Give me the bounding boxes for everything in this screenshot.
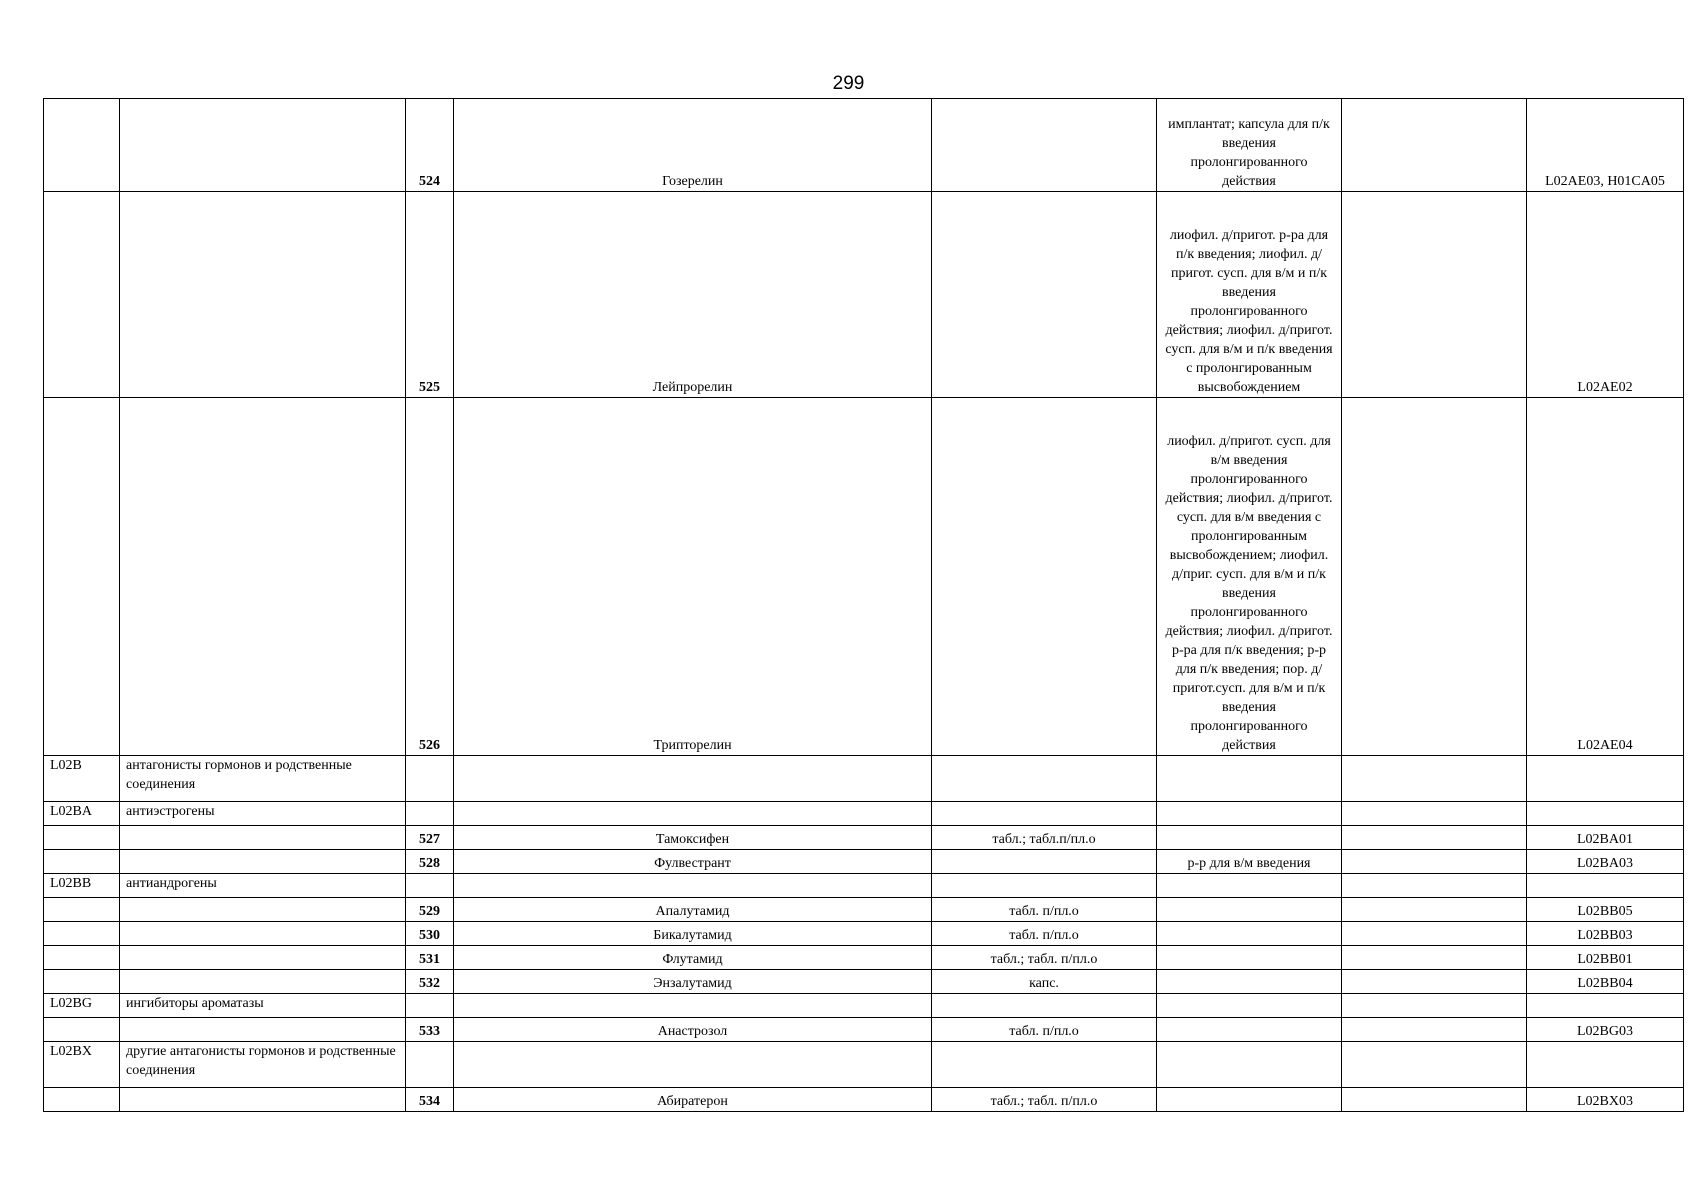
drug-name: Тамоксифен (454, 826, 932, 850)
group-label: антагонисты гормонов и родственные соединения (120, 756, 406, 802)
drug-name: Фулвестрант (454, 850, 932, 874)
drug-number: 533 (406, 1018, 454, 1042)
empty-cell (1342, 1088, 1527, 1112)
group-label: другие антагонисты гормонов и родственные соединения (120, 1042, 406, 1088)
group-atc-code: L02B (44, 756, 120, 802)
table-row (44, 192, 1684, 398)
atc-code: L02BA01 (1527, 826, 1684, 850)
table-row (44, 850, 1684, 874)
drug-name: Лейпрорелин (454, 192, 932, 398)
group-cell (120, 946, 406, 970)
drug-number: 526 (406, 398, 454, 756)
dosage-form-oral: табл. п/пл.о (932, 1018, 1157, 1042)
table-row (44, 922, 1684, 946)
dosage-form-oral (932, 99, 1157, 192)
group-cell (120, 192, 406, 398)
dosage-form-oral (932, 398, 1157, 756)
group-atc-code: L02BB (44, 874, 120, 898)
drug-name: Флутамид (454, 946, 932, 970)
dosage-form-parenteral (1157, 946, 1342, 970)
empty-cell (1342, 826, 1527, 850)
dosage-form-oral: капс. (932, 970, 1157, 994)
group-row (44, 994, 1684, 1018)
empty-cell (1342, 192, 1527, 398)
group-label: антиэстрогены (120, 802, 406, 826)
group-row (44, 802, 1684, 826)
group-cell (120, 1088, 406, 1112)
dosage-form-oral (932, 850, 1157, 874)
dosage-form-parenteral (1157, 1088, 1342, 1112)
group-cell (120, 826, 406, 850)
atc-code: L02AE02 (1527, 192, 1684, 398)
empty-cell (1342, 946, 1527, 970)
atc-cell (44, 850, 120, 874)
table-row (44, 946, 1684, 970)
drug-number: 531 (406, 946, 454, 970)
dosage-form-oral: табл. п/пл.о (932, 898, 1157, 922)
dosage-form-parenteral: имплантат; капсула для п/к введения пролонгированного действия (1157, 99, 1342, 192)
atc-code: L02BB05 (1527, 898, 1684, 922)
group-cell (120, 1018, 406, 1042)
table-row (44, 99, 1684, 192)
dosage-form-parenteral (1157, 898, 1342, 922)
empty-cell (1342, 99, 1527, 192)
group-row (44, 756, 1684, 802)
group-atc-code: L02BX (44, 1042, 120, 1088)
drug-name: Гозерелин (454, 99, 932, 192)
drug-name: Апалутамид (454, 898, 932, 922)
group-atc-code: L02BG (44, 994, 120, 1018)
atc-code: L02BB01 (1527, 946, 1684, 970)
dosage-form-parenteral: лиофил. д/пригот. р-ра для п/к введения; лиофил. д/пригот. сусп. для в/м и п/к введения пролонгированного действия; лиофил. д/пригот. сусп. для в/м и п/к введения с пролонгированным высвобождением (1157, 192, 1342, 398)
atc-code: L02BB03 (1527, 922, 1684, 946)
drug-number: 524 (406, 99, 454, 192)
drug-name: Энзалутамид (454, 970, 932, 994)
drug-name: Трипторелин (454, 398, 932, 756)
atc-cell (44, 99, 120, 192)
atc-cell (44, 946, 120, 970)
table-row (44, 826, 1684, 850)
group-cell (120, 970, 406, 994)
empty-cell (1342, 922, 1527, 946)
group-label: ингибиторы ароматазы (120, 994, 406, 1018)
empty-cell (1342, 898, 1527, 922)
atc-cell (44, 970, 120, 994)
drug-name: Абиратерон (454, 1088, 932, 1112)
drug-name: Бикалутамид (454, 922, 932, 946)
empty-cell (1342, 398, 1527, 756)
atc-cell (44, 826, 120, 850)
drug-number: 529 (406, 898, 454, 922)
group-atc-code: L02BA (44, 802, 120, 826)
dosage-form-oral (932, 192, 1157, 398)
dosage-form-oral: табл.; табл.п/пл.о (932, 826, 1157, 850)
group-row (44, 874, 1684, 898)
empty-cell (1342, 970, 1527, 994)
drug-number: 528 (406, 850, 454, 874)
atc-cell (44, 192, 120, 398)
drug-number: 534 (406, 1088, 454, 1112)
atc-code: L02BB04 (1527, 970, 1684, 994)
dosage-form-parenteral: р-р для в/м введения (1157, 850, 1342, 874)
dosage-form-parenteral: лиофил. д/пригот. сусп. для в/м введения пролонгированного действия; лиофил. д/пригот. сусп. для в/м введения с пролонгированным высвобождением; лиофил. д/приг. сусп. для в/м и п/к введения пролонгированного действия; лиофил. д/пригот. р-ра для п/к введения; р-р для п/к введения; пор. д/пригот.сусп. для в/м и п/к введения пролонгированного действия (1157, 398, 1342, 756)
atc-code: L02AE03, H01CA05 (1527, 99, 1684, 192)
table-row (44, 970, 1684, 994)
empty-cell (1342, 850, 1527, 874)
group-label: антиандрогены (120, 874, 406, 898)
drug-name: Анастрозол (454, 1018, 932, 1042)
group-cell (120, 398, 406, 756)
group-row (44, 1042, 1684, 1088)
page-number: 299 (832, 73, 865, 94)
dosage-form-oral: табл.; табл. п/пл.о (932, 946, 1157, 970)
dosage-form-oral: табл.; табл. п/пл.о (932, 1088, 1157, 1112)
group-cell (120, 922, 406, 946)
atc-code: L02AE04 (1527, 398, 1684, 756)
table-row (44, 1088, 1684, 1112)
group-cell (120, 850, 406, 874)
dosage-form-parenteral (1157, 970, 1342, 994)
atc-cell (44, 1018, 120, 1042)
dosage-form-oral: табл. п/пл.о (932, 922, 1157, 946)
empty-cell (1342, 1018, 1527, 1042)
group-cell (120, 99, 406, 192)
drug-number: 530 (406, 922, 454, 946)
drug-number: 527 (406, 826, 454, 850)
dosage-form-parenteral (1157, 826, 1342, 850)
atc-code: L02BA03 (1527, 850, 1684, 874)
dosage-form-parenteral (1157, 1018, 1342, 1042)
drug-number: 532 (406, 970, 454, 994)
table-row (44, 898, 1684, 922)
dosage-form-parenteral (1157, 922, 1342, 946)
group-cell (120, 898, 406, 922)
drug-number: 525 (406, 192, 454, 398)
table-row (44, 1018, 1684, 1042)
atc-code: L02BX03 (1527, 1088, 1684, 1112)
atc-code: L02BG03 (1527, 1018, 1684, 1042)
atc-cell (44, 898, 120, 922)
atc-cell (44, 1088, 120, 1112)
table-row (44, 398, 1684, 756)
atc-cell (44, 398, 120, 756)
atc-cell (44, 922, 120, 946)
drug-table (43, 98, 1684, 1112)
